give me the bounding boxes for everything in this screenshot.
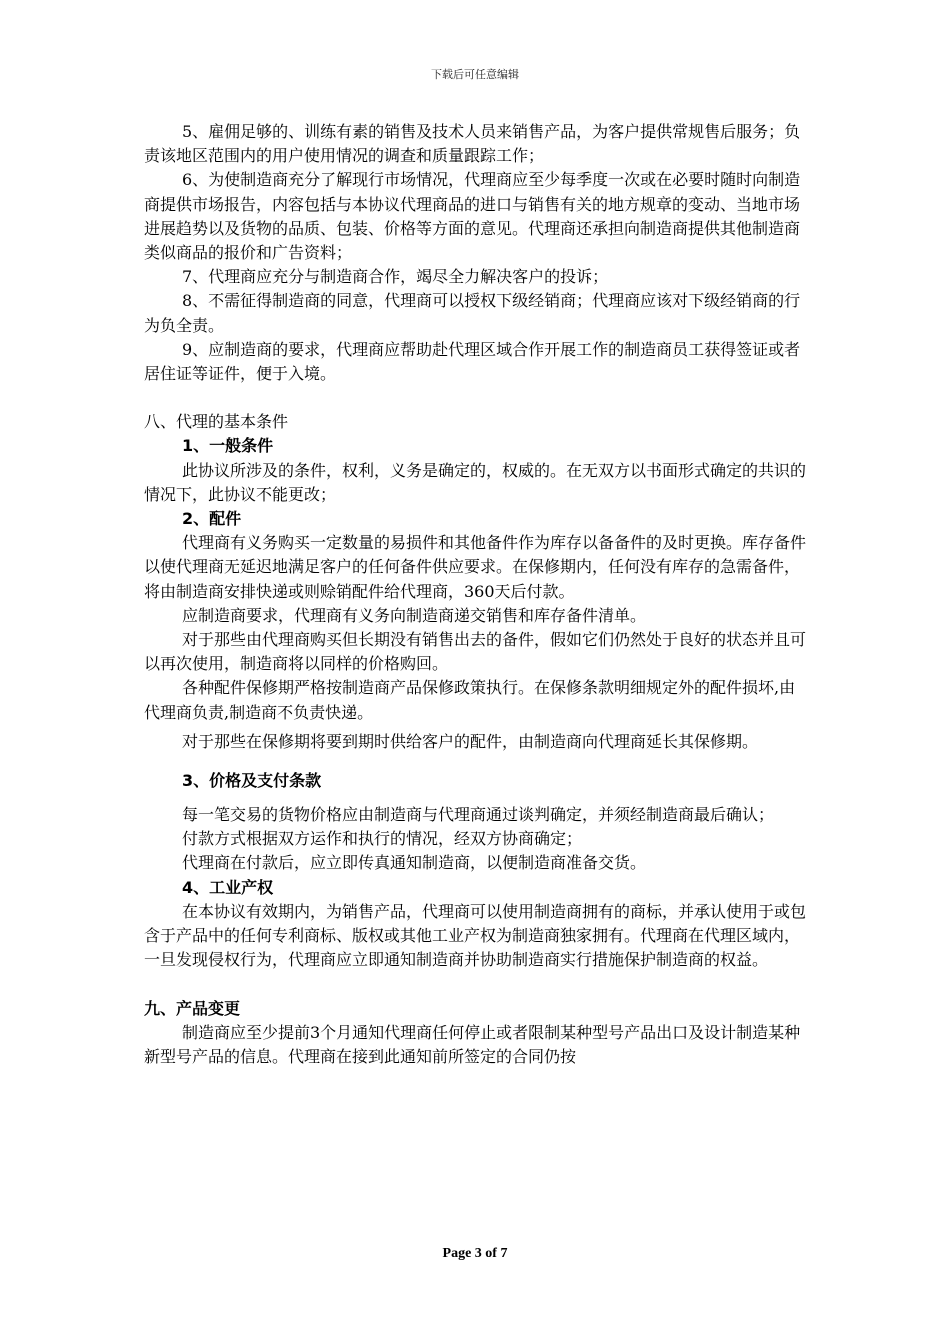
clause-7: 7、代理商应充分与制造商合作，竭尽全力解决客户的投诉； xyxy=(182,267,609,287)
product-change-paragraph: 制造商应至少提前3个月通知代理商任何停止或者限制某种型号产品出口及设计制造某种新型号产品的信息。代理商在接到此通知前所签定的合同仍按 xyxy=(144,1022,801,1066)
spacer xyxy=(144,759,808,769)
parts-paragraph-2: 应制造商要求，代理商有义务向制造商递交销售和库存备件清单。 xyxy=(182,605,647,625)
price-paragraph-3: 代理商在付款后，应立即传真通知制造商，以便制造商准备交货。 xyxy=(182,853,647,873)
parts-paragraph-5: 对于那些在保修期将要到期时供给客户的配件，由制造商向代理商延长其保修期。 xyxy=(182,731,759,751)
subsection-ip-title: 4、工业产权 xyxy=(182,877,274,897)
parts-paragraph-3: 对于那些由代理商购买但长期没有销售出去的备件，假如它们仍然处于良好的状态并且可以再次使用，制造商将以同样的价格购回。 xyxy=(144,630,807,674)
clause-9: 9、应制造商的要求，代理商应帮助赴代理区域合作开展工作的制造商员工获得签证或者居住证等证件，便于入境。 xyxy=(144,339,801,384)
section-8-title: 八、代理的基本条件 xyxy=(144,412,289,432)
clause-6: 6、为使制造商充分了解现行市场情况，代理商应至少每季度一次或在必要时随时向制造商提供市场报告，内容包括与本协议代理商品的进口与销售有关的地方规章的变动、当地市场进展趋势以及货物的品质、包装、价格等方面的意见。代理商还承担向制造商提供其他制造商类似商品的报价和广告资料； xyxy=(144,170,801,263)
spacer xyxy=(144,793,808,803)
clause-8: 8、不需征得制造商的同意，代理商可以授权下级经销商；代理商应该对下级经销商的行为负全责。 xyxy=(144,291,801,335)
page-number: Page 3 of 7 xyxy=(442,1246,508,1261)
spacer xyxy=(144,386,808,410)
spacer xyxy=(144,973,808,997)
subsection-general-title: 1、一般条件 xyxy=(182,436,274,456)
general-paragraph: 此协议所涉及的条件，权利，义务是确定的，权威的。在无双方以书面形式确定的共识的情况下，此协议不能更改； xyxy=(144,460,807,504)
clause-5: 5、雇佣足够的、训练有素的销售及技术人员来销售产品，为客户提供常规售后服务；负责该地区范围内的用户使用情况的调查和质量跟踪工作； xyxy=(144,122,801,166)
document-body xyxy=(144,120,808,1069)
page-header: 下载后可任意编辑 xyxy=(431,68,519,81)
parts-paragraph-1: 代理商有义务购买一定数量的易损件和其他备件作为库存以备备件的及时更换。库存备件以使代理商无延迟地满足客户的任何备件供应要求。在保修期内，任何没有库存的急需备件，将由制造商安排快递或则赊销配件给代理商，360天后付款。 xyxy=(144,533,807,601)
parts-paragraph-4: 各种配件保修期严格按制造商产品保修政策执行。在保修条款明细规定外的配件损坏,由代理商负责,制造商不负责快递。 xyxy=(144,678,796,722)
price-paragraph-2: 付款方式根据双方运作和执行的情况，经双方协商确定； xyxy=(182,829,583,849)
ip-paragraph: 在本协议有效期内，为销售产品，代理商可以使用制造商拥有的商标，并承认使用于或包含于产品中的任何专利商标、版权或其他工业产权为制造商独家拥有。代理商在代理区域内，一旦发现侵权行为，代理商应立即通知制造商并协助制造商实行措施保护制造商的权益。 xyxy=(144,901,807,970)
section-9-title: 九、产品变更 xyxy=(144,998,241,1018)
price-paragraph-1: 每一笔交易的货物价格应由制造商与代理商通过谈判确定，并须经制造商最后确认； xyxy=(182,805,775,825)
subsection-parts-title: 2、配件 xyxy=(182,509,242,529)
subsection-price-title: 3、价格及支付条款 xyxy=(182,770,322,790)
